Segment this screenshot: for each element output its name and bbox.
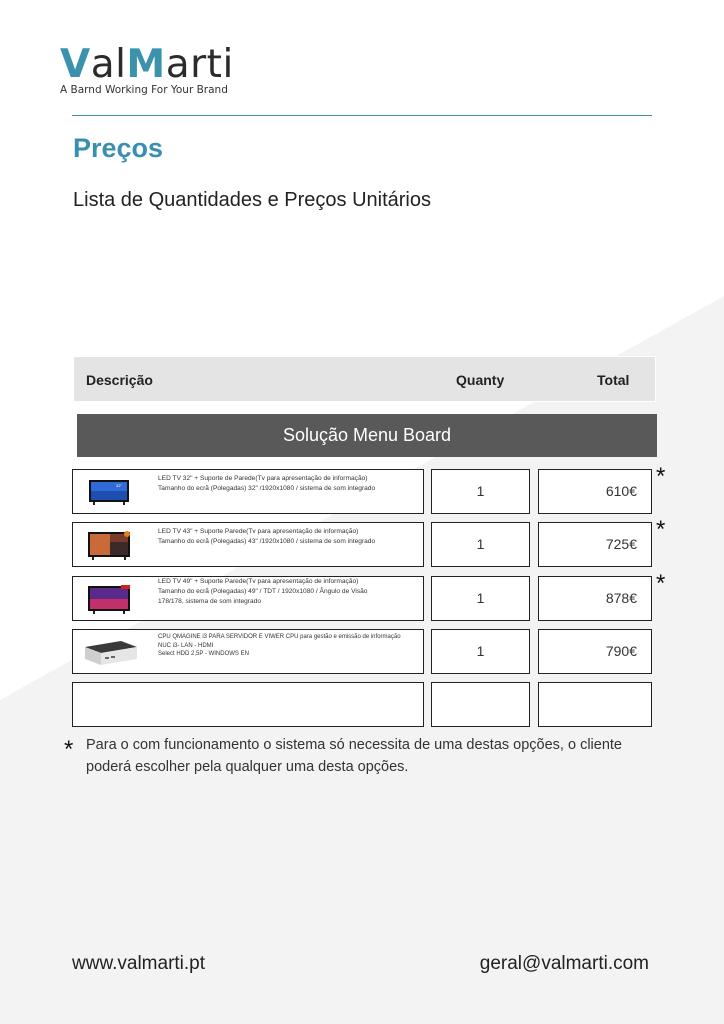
row-total-cell: 878€ bbox=[538, 576, 652, 621]
description-line: Select HDD 2,5P - WINDOWS EN bbox=[158, 651, 249, 657]
table-row bbox=[0, 463, 724, 514]
footer-email: geral@valmarti.com bbox=[479, 953, 649, 974]
row-total-cell bbox=[538, 682, 652, 727]
header-divider bbox=[72, 115, 652, 116]
logo-tagline: A Barnd Working For Your Brand bbox=[60, 84, 228, 96]
row-description-cell bbox=[72, 576, 424, 621]
logo-letter-m: M bbox=[126, 42, 166, 87]
row-total-cell: 725€ bbox=[538, 522, 652, 567]
description-line: Tamanho do ecrã (Polegadas) 49" / TDT / 1920x1080 / Ângulo de Visão bbox=[158, 588, 368, 595]
table-row bbox=[0, 516, 724, 567]
page-subheading: Lista de Quantidades e Preços Unitários bbox=[73, 189, 431, 211]
description-line: CPU QMAGINE i3 PARA SERVIDOR E VIWER CPU para gestão e emissão de informação bbox=[158, 634, 401, 640]
description-line: LED TV 43" + Suporte Parede(Tv para apresentação de informação) bbox=[158, 528, 359, 535]
row-description-text bbox=[158, 633, 418, 659]
row-description-cell bbox=[72, 469, 424, 514]
option-marker: * bbox=[656, 463, 666, 490]
section-title-bar: Solução Menu Board bbox=[77, 414, 657, 457]
row-description-text bbox=[158, 474, 418, 494]
tv-49-icon bbox=[83, 582, 135, 616]
page-heading: Preços bbox=[73, 133, 164, 163]
option-marker: * bbox=[656, 516, 666, 543]
row-description-cell bbox=[72, 682, 424, 727]
row-quantity-cell: 1 bbox=[431, 576, 530, 621]
footnote-marker: * bbox=[64, 736, 74, 763]
description-line: LED TV 49" + Suporte Parede(Tv para apresentação de informação) bbox=[158, 578, 359, 585]
footer-website: www.valmarti.pt bbox=[72, 953, 206, 974]
logo-wordmark bbox=[60, 44, 234, 86]
footnote-text: Para o com funcionamento o sistema só necessita de uma destas opções, o cliente poderá escolher pela qualquer uma desta opções. bbox=[86, 737, 622, 775]
table-header bbox=[73, 356, 656, 402]
description-line: LED TV 32" + Suporte de Parede(Tv para apresentação de informação) bbox=[158, 475, 368, 482]
mini-pc-icon bbox=[81, 635, 141, 669]
row-description-text bbox=[158, 577, 418, 607]
column-header-total: Total bbox=[597, 372, 630, 388]
column-header-description: Descrição bbox=[86, 372, 153, 388]
description-line: 178/178, sistema de som integrado bbox=[158, 598, 261, 605]
table-row-empty bbox=[0, 682, 724, 727]
table-row bbox=[0, 570, 724, 621]
row-total-cell: 790€ bbox=[538, 629, 652, 674]
row-quantity-cell: 1 bbox=[431, 522, 530, 567]
description-line: Tamanho do ecrã (Polegadas) 32" /1920x1080 / sistema de som integrado bbox=[158, 485, 376, 492]
logo-text-al: al bbox=[90, 42, 127, 87]
table-row bbox=[0, 629, 724, 674]
tv-32-icon bbox=[83, 475, 135, 509]
logo-text-arti: arti bbox=[165, 42, 234, 87]
column-header-quantity: Quanty bbox=[456, 372, 505, 388]
svg-text:32": 32" bbox=[116, 483, 122, 488]
row-quantity-cell: 1 bbox=[431, 469, 530, 514]
logo-letter-v: V bbox=[60, 42, 91, 87]
tv-43-icon bbox=[83, 528, 135, 562]
description-line: Tamanho do ecrã (Polegadas) 43" /1920x1080 / sistema de som integrado bbox=[158, 538, 376, 545]
row-description-cell bbox=[72, 629, 424, 674]
row-total-cell: 610€ bbox=[538, 469, 652, 514]
row-quantity-cell: 1 bbox=[431, 629, 530, 674]
row-description-text bbox=[158, 527, 418, 547]
valmarti-logo bbox=[60, 44, 234, 96]
option-marker: * bbox=[656, 570, 666, 597]
row-quantity-cell bbox=[431, 682, 530, 727]
description-line: NUC i3- LAN - HDMI bbox=[158, 642, 214, 649]
row-description-cell bbox=[72, 522, 424, 567]
